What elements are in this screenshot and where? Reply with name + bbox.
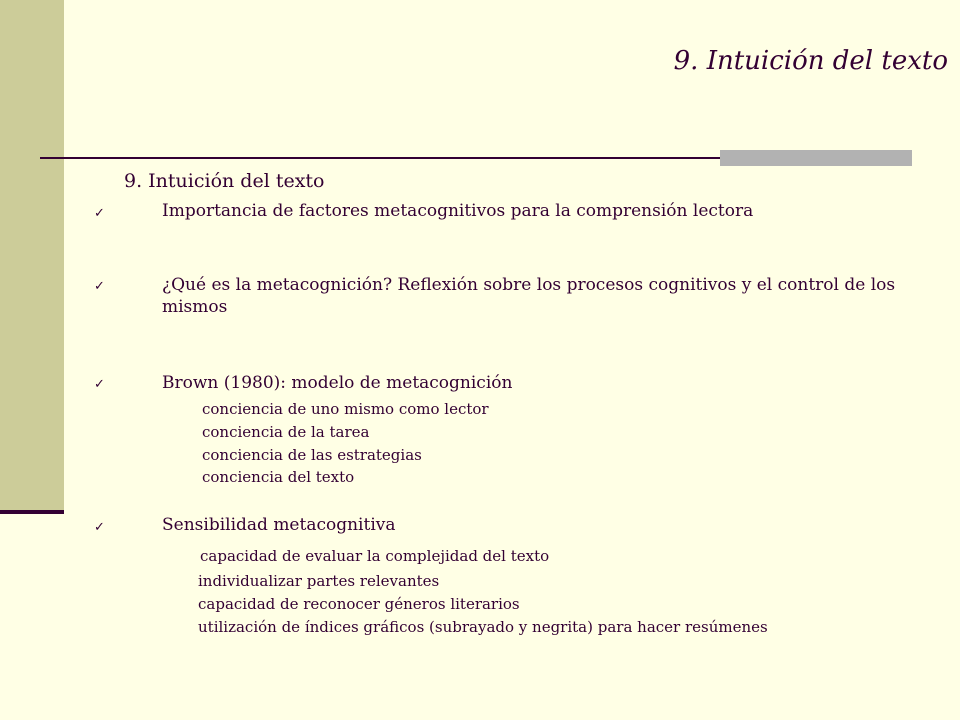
- subitem-sensibilidad-3: capacidad de reconocer géneros literarios: [198, 595, 520, 613]
- subitem-brown-2: conciencia de la tarea: [202, 423, 370, 441]
- title-divider-accent: [720, 150, 912, 166]
- check-icon: ✓: [94, 377, 105, 392]
- subitem-brown-4: conciencia del texto: [202, 468, 355, 486]
- check-icon: ✓: [94, 279, 105, 294]
- check-icon: ✓: [94, 520, 105, 535]
- subitem-brown-3: conciencia de las estrategias: [202, 446, 422, 464]
- subitem-brown-1: conciencia de uno mismo como lector: [202, 400, 489, 418]
- subitem-sensibilidad-2: individualizar partes relevantes: [198, 572, 440, 590]
- slide-title: 9. Intuición del texto: [673, 46, 948, 76]
- left-bar-accent-line: [0, 510, 64, 514]
- bullet-item-metacognicion: ¿Qué es la metacognición? Reflexión sobre los procesos cognitivos y el control de los mismos: [162, 275, 896, 317]
- bullet-item-brown: Brown (1980): modelo de metacognición: [162, 373, 513, 393]
- left-decorative-bar: [0, 0, 64, 512]
- section-heading: 9. Intuición del texto: [124, 170, 325, 192]
- check-icon: ✓: [94, 206, 105, 221]
- bullet-item-importancia: Importancia de factores metacognitivos para la comprensión lectora: [162, 201, 754, 221]
- subitem-sensibilidad-1: capacidad de evaluar la complejidad del texto: [200, 547, 550, 565]
- bullet-item-sensibilidad: Sensibilidad metacognitiva: [162, 515, 396, 535]
- subitem-sensibilidad-4: utilización de índices gráficos (subrayado y negrita) para hacer resúmenes: [198, 618, 768, 636]
